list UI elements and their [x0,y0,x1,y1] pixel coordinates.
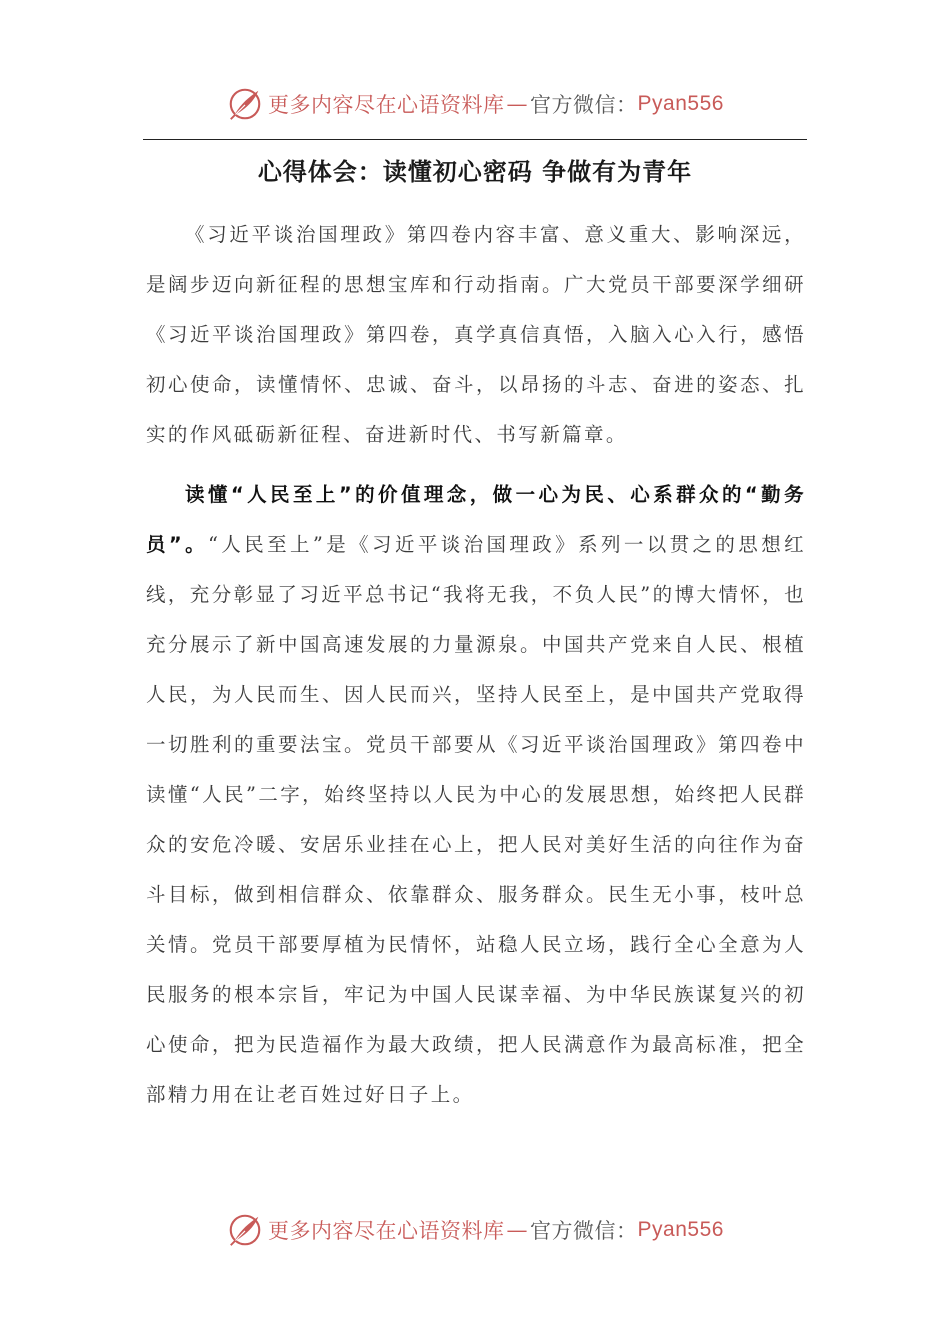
footer-dash: — [506,1218,529,1242]
banner-site-text: 更多内容尽在心语资料库 [268,93,505,117]
document-body [146,210,806,1120]
paragraph-2-text: “人民至上”是《习近平谈治国理政》系列一以贯之的思想红线，充分彰显了习近平总书记“我将无我，不负人民”的博大情怀，也充分展示了新中国高速发展的力量源泉。中国共产党来自人民、根植人民，为人民而生、因人民而兴，坚持人民至上，是中国共产党取得一切胜利的重要法宝。党员干部要从《习近平谈治国理政》第四卷中读懂“人民”二字，始终坚持以人民为中心的发展思想，始终把人民群众的安危冷暖、安居乐业挂在心上，把人民对美好生活的向往作为奋斗目标，做到相信群众、依靠群众、服务群众。民生无小事，枝叶总关情。党员干部要厚植为民情怀，站稳人民立场，践行全心全意为人民服务的根本宗旨，牢记为中国人民谋幸福、为中华民族谋复兴的初心使命，把为民造福作为最大政绩，把人民满意作为最高标准，把全部精力用在让老百姓过好日子上。 [146,533,806,1106]
footer-banner [0,1210,950,1250]
paragraph-2 [146,470,806,1120]
footer-site-text: 更多内容尽在心语资料库 [268,1219,505,1243]
paragraph-2-heading: 读懂“人民至上”的价值理念，做一心为民、心系群众的“勤务员”。 [146,483,806,556]
banner-dash: — [506,92,529,116]
paragraph-1: 《习近平谈治国理政》第四卷内容丰富、意义重大、影响深远，是阔步迈向新征程的思想宝库和行动指南。广大党员干部要深学细研《习近平谈治国理政》第四卷，真学真信真悟，入脑入心入行，感悟初心使命，读懂情怀、忠诚、奋斗，以昂扬的斗志、奋进的姿态、扎实的作风砥砺新征程、奋进新时代、书写新篇章。 [146,223,806,446]
footer-wechat-label: 官方微信： [530,1219,638,1243]
header-divider [143,139,807,140]
banner-wechat-id: Pyan556 [637,92,724,115]
footer-wechat-id: Pyan556 [637,1218,724,1241]
quill-pen-logo-icon [226,1211,264,1249]
quill-pen-logo-icon [226,85,264,123]
document-title: 心得体会：读懂初心密码 争做有为青年 [257,158,693,186]
header-banner [0,84,950,124]
banner-wechat-label: 官方微信： [530,93,638,117]
